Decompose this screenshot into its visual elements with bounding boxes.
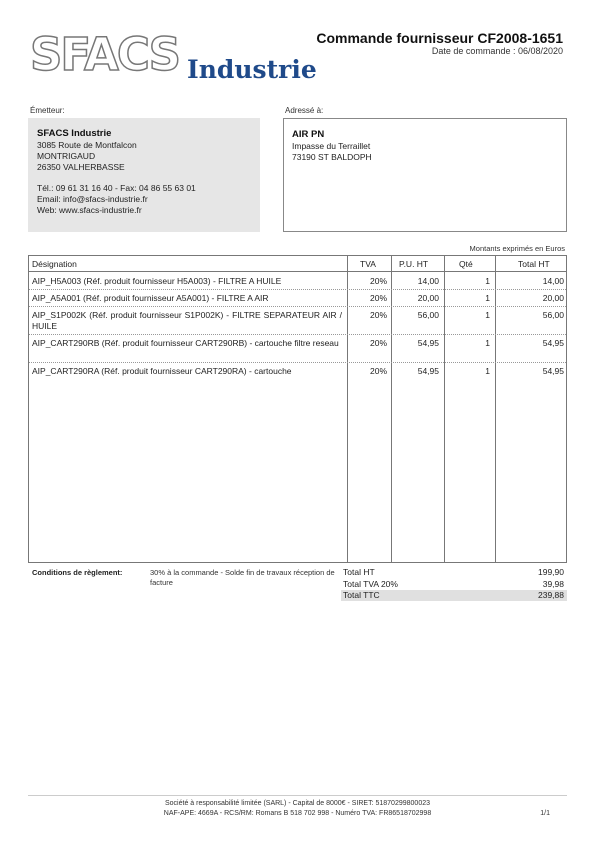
row-tva: 20% bbox=[369, 366, 387, 376]
order-lines-table bbox=[28, 255, 567, 563]
row-tva: 20% bbox=[369, 338, 387, 348]
row-total: 14,00 bbox=[542, 276, 564, 286]
row-total: 54,95 bbox=[542, 338, 564, 348]
row-designation: AIP_S1P002K (Réf. produit fournisseur S1P002K) - FILTRE SEPARATEUR AIR / HUILE bbox=[32, 310, 342, 331]
table-row bbox=[29, 335, 566, 363]
total-tva-row bbox=[341, 579, 567, 590]
payment-terms-label: Conditions de règlement: bbox=[32, 568, 123, 577]
row-quantity: 1 bbox=[485, 338, 490, 348]
row-quantity: 1 bbox=[485, 366, 490, 376]
total-ttc-value: 239,88 bbox=[538, 590, 564, 600]
recipient-name: AIR PN bbox=[292, 129, 325, 140]
row-unit-price: 54,95 bbox=[417, 366, 439, 376]
company-logo bbox=[30, 30, 315, 90]
row-designation: AIP_CART290RA (Réf. produit fournisseur CART290RA) - cartouche bbox=[32, 366, 292, 376]
row-tva: 20% bbox=[369, 276, 387, 286]
row-total: 20,00 bbox=[542, 293, 564, 303]
row-unit-price: 56,00 bbox=[417, 310, 439, 320]
header-designation: Désignation bbox=[32, 259, 77, 269]
table-row bbox=[29, 363, 566, 379]
header-total: Total HT bbox=[518, 259, 550, 269]
row-quantity: 1 bbox=[485, 276, 490, 286]
recipient-box bbox=[283, 118, 567, 232]
total-tva-value: 39,98 bbox=[542, 579, 564, 589]
total-ht-label: Total HT bbox=[343, 567, 375, 577]
total-tva-label: Total TVA 20% bbox=[343, 579, 398, 589]
order-date: Date de commande : 06/08/2020 bbox=[431, 46, 563, 56]
total-ttc-row bbox=[341, 590, 567, 601]
row-quantity: 1 bbox=[485, 293, 490, 303]
emitter-name: SFACS Industrie bbox=[37, 128, 112, 139]
emitter-phone: Tél.: 09 61 31 16 40 - Fax: 04 86 55 63 01 bbox=[37, 183, 196, 193]
footer-legal-line2: NAF-APE: 4669A - RCS/RM: Romans B 518 702 998 - Numéro TVA: FR86518702998 bbox=[163, 810, 432, 817]
row-designation: AIP_H5A003 (Réf. produit fournisseur H5A003) - FILTRE A HUILE bbox=[32, 276, 282, 286]
total-ttc-label: Total TTC bbox=[343, 590, 380, 600]
header-tva: TVA bbox=[360, 259, 376, 269]
row-tva: 20% bbox=[369, 310, 387, 320]
recipient-label: Adressé à: bbox=[285, 106, 324, 115]
table-row bbox=[29, 273, 566, 290]
page-number: 1/1 bbox=[540, 810, 550, 817]
table-row bbox=[29, 307, 566, 335]
payment-terms-text: 30% à la commande - Solde fin de travaux réception de facture bbox=[150, 568, 335, 587]
header-unit-price: P.U. HT bbox=[399, 259, 429, 269]
emitter-label: Émetteur: bbox=[30, 106, 65, 115]
row-unit-price: 20,00 bbox=[417, 293, 439, 303]
currency-note: Montants exprimés en Euros bbox=[469, 244, 565, 253]
row-total: 56,00 bbox=[542, 310, 564, 320]
row-designation: AIP_CART290RB (Réf. produit fournisseur CART290RB) - cartouche filtre reseau bbox=[32, 338, 339, 348]
emitter-city: MONTRIGAUD bbox=[37, 151, 96, 161]
row-unit-price: 14,00 bbox=[417, 276, 439, 286]
footer-divider bbox=[28, 795, 567, 796]
emitter-email: Email: info@sfacs-industrie.fr bbox=[37, 194, 148, 204]
total-ht-value: 199,90 bbox=[538, 567, 564, 577]
emitter-postal: 26350 VALHERBASSE bbox=[37, 162, 125, 172]
table-header bbox=[29, 256, 566, 272]
row-designation: AIP_A5A001 (Réf. produit fournisseur A5A001) - FILTRE A AIR bbox=[32, 293, 269, 303]
row-tva: 20% bbox=[369, 293, 387, 303]
logo-brand: SFACS bbox=[30, 28, 180, 81]
emitter-web: Web: www.sfacs-industrie.fr bbox=[37, 205, 142, 215]
table-row bbox=[29, 290, 566, 307]
recipient-postal: 73190 ST BALDOPH bbox=[292, 152, 372, 162]
document-title: Commande fournisseur CF2008-1651 bbox=[316, 30, 563, 46]
row-unit-price: 54,95 bbox=[417, 338, 439, 348]
total-ht-row bbox=[341, 567, 567, 578]
header-quantity: Qté bbox=[459, 259, 473, 269]
row-quantity: 1 bbox=[485, 310, 490, 320]
recipient-address: Impasse du Terraillet bbox=[292, 141, 371, 151]
emitter-box bbox=[28, 118, 260, 232]
emitter-address: 3085 Route de Montfalcon bbox=[37, 140, 137, 150]
footer-legal-line1: Société à responsabilité limitée (SARL) - Capital de 8000€ - SIRET: 51870299800023 bbox=[165, 800, 430, 807]
logo-suffix: Industrie bbox=[187, 55, 317, 84]
row-total: 54,95 bbox=[542, 366, 564, 376]
